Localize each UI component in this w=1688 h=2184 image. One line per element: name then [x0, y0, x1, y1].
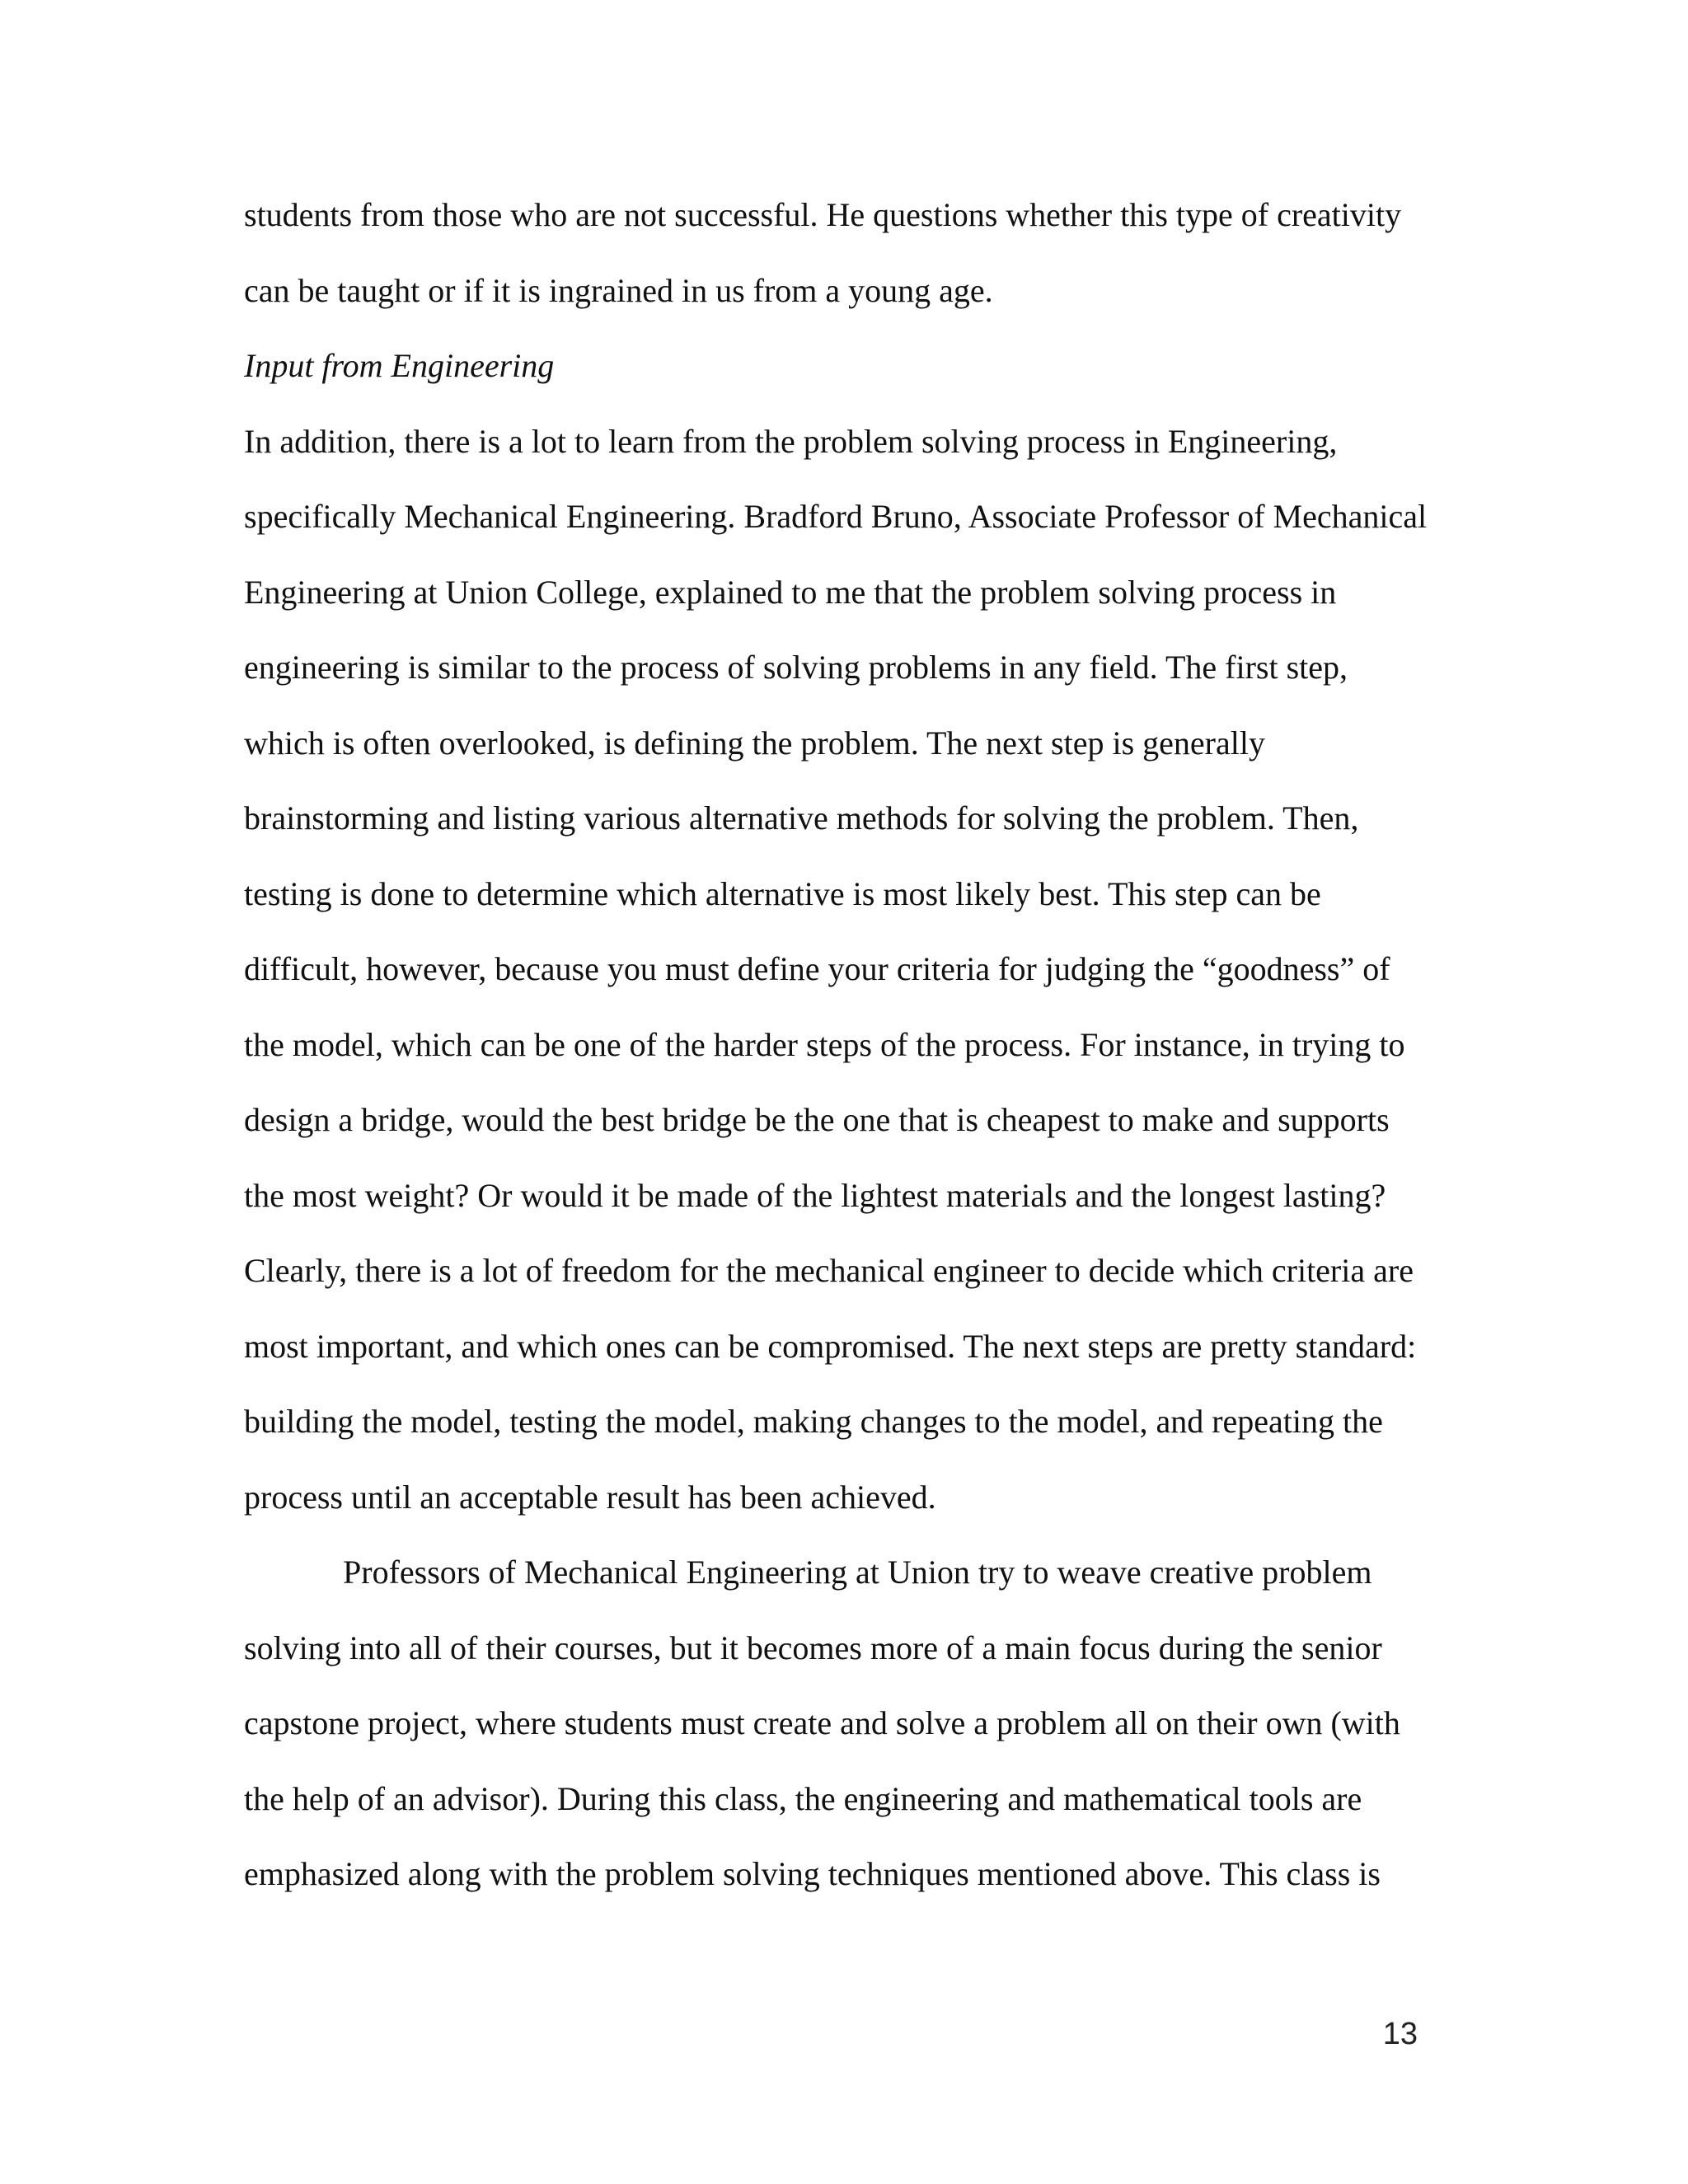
body-text [244, 181, 1439, 1916]
text-line: solving into all of their courses, but it becomes more of a main focus during the senior [244, 1629, 1382, 1666]
paragraph-first-line: Professors of Mechanical Engineering at Union try to weave creative problem [343, 1554, 1372, 1591]
text-line: students from those who are not successful. He questions whether this type of creativity [244, 196, 1402, 233]
text-line: capstone project, where students must create and solve a problem all on their own (with [244, 1704, 1400, 1741]
text-line: specifically Mechanical Engineering. Bradford Bruno, Associate Professor of Mechanical [244, 498, 1428, 535]
text-line: process until an acceptable result has been achieved. [244, 1478, 936, 1516]
text-line: design a bridge, would the best bridge be the one that is cheapest to make and supports [244, 1101, 1390, 1138]
page-number: 13 [1382, 2017, 1418, 2051]
section-heading: Input from Engineering [244, 347, 555, 384]
text-line: most important, and which ones can be compromised. The next steps are pretty standard: [244, 1327, 1417, 1365]
text-line: Clearly, there is a lot of freedom for the mechanical engineer to decide which criteria are [244, 1252, 1414, 1289]
text-line: brainstorming and listing various alternative methods for solving the problem. Then, [244, 799, 1359, 837]
text-line: the most weight? Or would it be made of the lightest materials and the longest lasting? [244, 1176, 1386, 1214]
text-line: Engineering at Union College, explained to me that the problem solving process in [244, 573, 1337, 611]
text-line: testing is done to determine which alternative is most likely best. This step can be [244, 874, 1321, 912]
text-line: which is often overlooked, is defining the problem. The next step is generally [244, 724, 1265, 762]
text-line: can be taught or if it is ingrained in us from a young age. [244, 271, 993, 309]
text-line: the model, which can be one of the harder steps of the process. For instance, in trying to [244, 1025, 1405, 1063]
text-line: the help of an advisor). During this class, the engineering and mathematical tools are [244, 1779, 1362, 1817]
text-line: engineering is similar to the process of solving problems in any field. The first step, [244, 649, 1348, 686]
text-line: building the model, testing the model, making changes to the model, and repeating the [244, 1403, 1383, 1440]
text-line: In addition, there is a lot to learn from the problem solving process in Engineering, [244, 422, 1338, 460]
text-line: emphasized along with the problem solving techniques mentioned above. This class is [244, 1855, 1381, 1892]
text-line: difficult, however, because you must define your criteria for judging the “goodness” of [244, 950, 1390, 987]
